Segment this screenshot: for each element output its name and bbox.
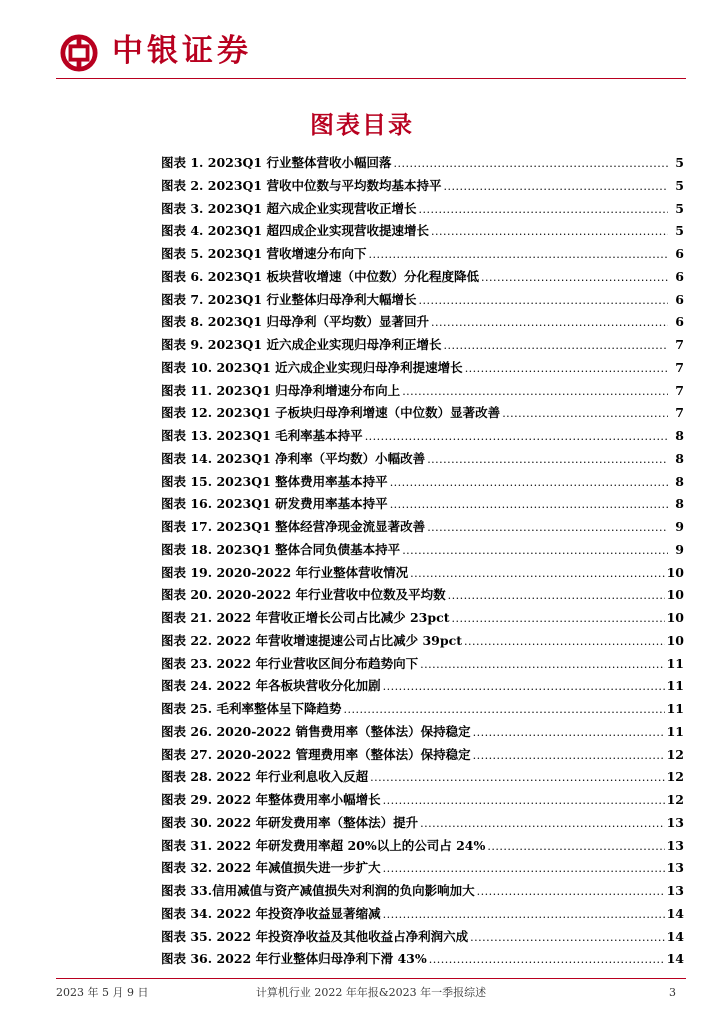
toc-entry-page: 11 bbox=[666, 723, 684, 739]
toc-entry[interactable] bbox=[161, 926, 684, 949]
toc-dot-leader bbox=[368, 243, 668, 265]
toc-entry-label: 图表 11. 2023Q1 归母净利增速分布向上 bbox=[161, 382, 401, 398]
toc-entry-page: 5 bbox=[675, 177, 684, 193]
toc-dot-leader bbox=[418, 198, 668, 220]
toc-dot-leader bbox=[393, 152, 668, 174]
toc-entry[interactable] bbox=[161, 380, 684, 403]
toc-dot-leader bbox=[487, 835, 664, 857]
brand-name: 中银证券 bbox=[112, 33, 252, 69]
toc-entry-page: 8 bbox=[675, 428, 684, 443]
toc-entry-label: 图表 35. 2022 年投资净收益及其他收益占净利润六成 bbox=[161, 928, 469, 944]
header-divider bbox=[56, 78, 686, 79]
toc-entry-label: 图表 33.信用减值与资产减值损失对利润的负向影响加大 bbox=[161, 883, 475, 898]
toc-entry[interactable] bbox=[161, 789, 684, 812]
toc-entry[interactable] bbox=[161, 857, 684, 880]
toc-title: 图表目录 bbox=[310, 110, 414, 139]
toc-entry-page: 9 bbox=[675, 519, 684, 534]
toc-dot-leader bbox=[451, 607, 664, 629]
toc-entry-page: 11 bbox=[666, 678, 684, 694]
toc-entry-label: 图表 26. 2020-2022 销售费用率（整体法）保持稳定 bbox=[161, 723, 471, 739]
toc-dot-leader bbox=[473, 721, 665, 743]
toc-entry-label: 图表 9. 2023Q1 近六成企业实现归母净利正增长 bbox=[161, 337, 442, 352]
toc-dot-leader bbox=[383, 857, 665, 879]
toc-entry-label: 图表 24. 2022 年各板块营收分化加剧 bbox=[161, 678, 381, 694]
toc-entry-label: 图表 29. 2022 年整体费用率小幅增长 bbox=[161, 792, 381, 807]
toc-entry-label: 图表 13. 2023Q1 毛利率基本持平 bbox=[161, 428, 363, 443]
toc-entry[interactable] bbox=[161, 516, 684, 539]
toc-entry-label: 图表 32. 2022 年减值损失进一步扩大 bbox=[161, 860, 381, 876]
toc-entry-page: 7 bbox=[675, 337, 684, 352]
toc-dot-leader bbox=[443, 175, 668, 197]
toc-entry[interactable] bbox=[161, 812, 684, 835]
toc-entry-page: 11 bbox=[666, 701, 684, 716]
toc-dot-leader bbox=[470, 926, 665, 948]
toc-entry[interactable] bbox=[161, 653, 684, 676]
toc-entry-label: 图表 5. 2023Q1 营收增速分布向下 bbox=[161, 246, 367, 261]
toc-entry[interactable] bbox=[161, 584, 684, 607]
footer-date: 2023 年 5 月 9 日 bbox=[56, 986, 149, 999]
toc-entry-page: 10 bbox=[666, 564, 684, 580]
toc-entry[interactable] bbox=[161, 471, 684, 494]
toc-entry-page: 12 bbox=[666, 769, 684, 785]
toc-dot-leader bbox=[420, 812, 665, 834]
toc-entry-label: 图表 15. 2023Q1 整体费用率基本持平 bbox=[161, 473, 388, 489]
bank-of-china-logo-icon bbox=[60, 34, 98, 72]
toc-entry-label: 图表 28. 2022 年行业利息收入反超 bbox=[161, 769, 369, 785]
toc-entry[interactable] bbox=[161, 744, 684, 767]
toc-entry-page: 7 bbox=[675, 382, 684, 398]
toc-dot-leader bbox=[410, 562, 665, 584]
toc-entry-label: 图表 23. 2022 年行业营收区间分布趋势向下 bbox=[161, 655, 419, 671]
toc-entry[interactable] bbox=[161, 766, 684, 789]
toc-entry[interactable] bbox=[161, 334, 684, 357]
toc-list bbox=[161, 152, 684, 971]
toc-entry-page: 6 bbox=[675, 268, 684, 284]
toc-entry-page: 9 bbox=[675, 541, 684, 557]
toc-entry-label: 图表 6. 2023Q1 板块营收增速（中位数）分化程度降低 bbox=[161, 268, 479, 284]
toc-entry-label: 图表 10. 2023Q1 近六成企业实现归母净利提速增长 bbox=[161, 359, 463, 375]
toc-entry-page: 14 bbox=[666, 905, 684, 921]
toc-entry[interactable] bbox=[161, 493, 684, 516]
toc-entry[interactable] bbox=[161, 880, 684, 903]
toc-dot-leader bbox=[402, 380, 668, 402]
toc-entry-page: 11 bbox=[666, 655, 684, 671]
toc-entry[interactable] bbox=[161, 425, 684, 448]
toc-entry-label: 图表 22. 2022 年营收增速提速公司占比减少 39pct bbox=[161, 632, 462, 648]
toc-entry[interactable] bbox=[161, 448, 684, 471]
toc-entry-page: 8 bbox=[675, 496, 684, 512]
toc-dot-leader bbox=[370, 766, 665, 788]
toc-dot-leader bbox=[402, 539, 668, 561]
toc-entry[interactable] bbox=[161, 948, 684, 971]
toc-entry-page: 14 bbox=[666, 951, 684, 967]
toc-entry-page: 13 bbox=[666, 860, 684, 876]
toc-entry[interactable] bbox=[161, 562, 684, 585]
toc-dot-leader bbox=[383, 903, 665, 925]
toc-entry-label: 图表 7. 2023Q1 行业整体归母净利大幅增长 bbox=[161, 291, 417, 307]
toc-dot-leader bbox=[477, 880, 665, 902]
toc-entry[interactable] bbox=[161, 243, 684, 266]
toc-entry-page: 6 bbox=[675, 291, 684, 307]
toc-entry[interactable] bbox=[161, 357, 684, 380]
toc-entry[interactable] bbox=[161, 835, 684, 858]
toc-entry-page: 14 bbox=[666, 928, 684, 944]
toc-entry-label: 图表 17. 2023Q1 整体经营净现金流显著改善 bbox=[161, 519, 426, 534]
toc-entry-label: 图表 36. 2022 年行业整体归母净利下滑 43% bbox=[161, 951, 427, 967]
toc-entry[interactable] bbox=[161, 198, 684, 221]
toc-dot-leader bbox=[448, 584, 665, 606]
toc-entry-label: 图表 8. 2023Q1 归母净利（平均数）显著回升 bbox=[161, 314, 429, 330]
toc-entry-page: 12 bbox=[666, 746, 684, 762]
toc-dot-leader bbox=[431, 311, 668, 333]
page-header bbox=[0, 0, 724, 80]
footer-divider bbox=[56, 978, 686, 979]
toc-entry[interactable] bbox=[161, 266, 684, 289]
toc-dot-leader bbox=[383, 675, 665, 697]
toc-dot-leader bbox=[427, 516, 668, 538]
toc-entry-label: 图表 19. 2020-2022 年行业整体营收情况 bbox=[161, 564, 409, 580]
toc-dot-leader bbox=[365, 425, 668, 447]
toc-entry-page: 5 bbox=[675, 200, 684, 216]
toc-entry-page: 13 bbox=[666, 883, 684, 898]
toc-entry[interactable] bbox=[161, 289, 684, 312]
toc-entry-label: 图表 16. 2023Q1 研发费用率基本持平 bbox=[161, 496, 388, 512]
toc-entry-label: 图表 25. 毛利率整体呈下降趋势 bbox=[161, 701, 342, 716]
toc-entry-page: 10 bbox=[666, 587, 684, 603]
footer-report-title: 计算机行业 2022 年年报&2023 年一季报综述 bbox=[255, 986, 487, 999]
toc-entry-page: 6 bbox=[675, 246, 684, 261]
toc-dot-leader bbox=[443, 334, 668, 356]
toc-entry[interactable] bbox=[161, 607, 684, 630]
toc-entry-page: 5 bbox=[675, 223, 684, 239]
toc-entry-page: 10 bbox=[666, 610, 684, 625]
toc-dot-leader bbox=[481, 266, 668, 288]
toc-entry[interactable] bbox=[161, 311, 684, 334]
toc-dot-leader bbox=[429, 948, 665, 970]
toc-entry-label: 图表 18. 2023Q1 整体合同负债基本持平 bbox=[161, 541, 401, 557]
toc-dot-leader bbox=[420, 653, 665, 675]
toc-dot-leader bbox=[502, 402, 668, 424]
toc-dot-leader bbox=[431, 220, 668, 242]
toc-entry[interactable] bbox=[161, 721, 684, 744]
toc-entry-label: 图表 4. 2023Q1 超四成企业实现营收提速增长 bbox=[161, 223, 429, 239]
toc-dot-leader bbox=[383, 789, 665, 811]
toc-entry-page: 12 bbox=[666, 792, 684, 807]
toc-entry-page: 8 bbox=[675, 450, 684, 466]
toc-entry-page: 7 bbox=[675, 405, 684, 421]
toc-entry-label: 图表 30. 2022 年研发费用率（整体法）提升 bbox=[161, 814, 419, 830]
toc-entry-label: 图表 12. 2023Q1 子板块归母净利增速（中位数）显著改善 bbox=[161, 405, 501, 421]
toc-entry-label: 图表 21. 2022 年营收正增长公司占比减少 23pct bbox=[161, 610, 450, 625]
footer-page-number: 3 bbox=[669, 986, 676, 999]
toc-dot-leader bbox=[464, 630, 665, 652]
toc-entry-label: 图表 1. 2023Q1 行业整体营收小幅回落 bbox=[161, 155, 392, 170]
toc-entry-page: 6 bbox=[675, 314, 684, 330]
toc-dot-leader bbox=[473, 744, 665, 766]
toc-entry-page: 13 bbox=[666, 837, 684, 853]
toc-entry[interactable] bbox=[161, 675, 684, 698]
toc-entry-label: 图表 20. 2020-2022 年行业营收中位数及平均数 bbox=[161, 587, 446, 603]
toc-dot-leader bbox=[427, 448, 668, 470]
toc-dot-leader bbox=[418, 289, 668, 311]
toc-dot-leader bbox=[343, 698, 664, 720]
toc-entry-page: 7 bbox=[675, 359, 684, 375]
toc-entry-page: 10 bbox=[666, 632, 684, 648]
toc-entry[interactable] bbox=[161, 152, 684, 175]
toc-dot-leader bbox=[390, 493, 668, 515]
toc-entry-page: 8 bbox=[675, 473, 684, 489]
toc-entry[interactable] bbox=[161, 539, 684, 562]
toc-entry-page: 13 bbox=[666, 814, 684, 830]
toc-entry-label: 图表 27. 2020-2022 管理费用率（整体法）保持稳定 bbox=[161, 746, 471, 762]
toc-entry[interactable] bbox=[161, 402, 684, 425]
toc-entry-page: 5 bbox=[675, 155, 684, 170]
toc-dot-leader bbox=[465, 357, 668, 379]
toc-entry[interactable] bbox=[161, 903, 684, 926]
toc-entry-label: 图表 3. 2023Q1 超六成企业实现营收正增长 bbox=[161, 200, 417, 216]
toc-entry-label: 图表 2. 2023Q1 营收中位数与平均数均基本持平 bbox=[161, 177, 442, 193]
toc-entry-label: 图表 14. 2023Q1 净利率（平均数）小幅改善 bbox=[161, 450, 426, 466]
toc-entry[interactable] bbox=[161, 175, 684, 198]
toc-dot-leader bbox=[390, 471, 668, 493]
toc-entry[interactable] bbox=[161, 630, 684, 653]
toc-entry-label: 图表 31. 2022 年研发费用率超 20%以上的公司占 24% bbox=[161, 837, 486, 853]
toc-entry-label: 图表 34. 2022 年投资净收益显著缩减 bbox=[161, 905, 381, 921]
page-footer bbox=[56, 983, 686, 1003]
toc-entry[interactable] bbox=[161, 698, 684, 721]
toc-entry[interactable] bbox=[161, 220, 684, 243]
